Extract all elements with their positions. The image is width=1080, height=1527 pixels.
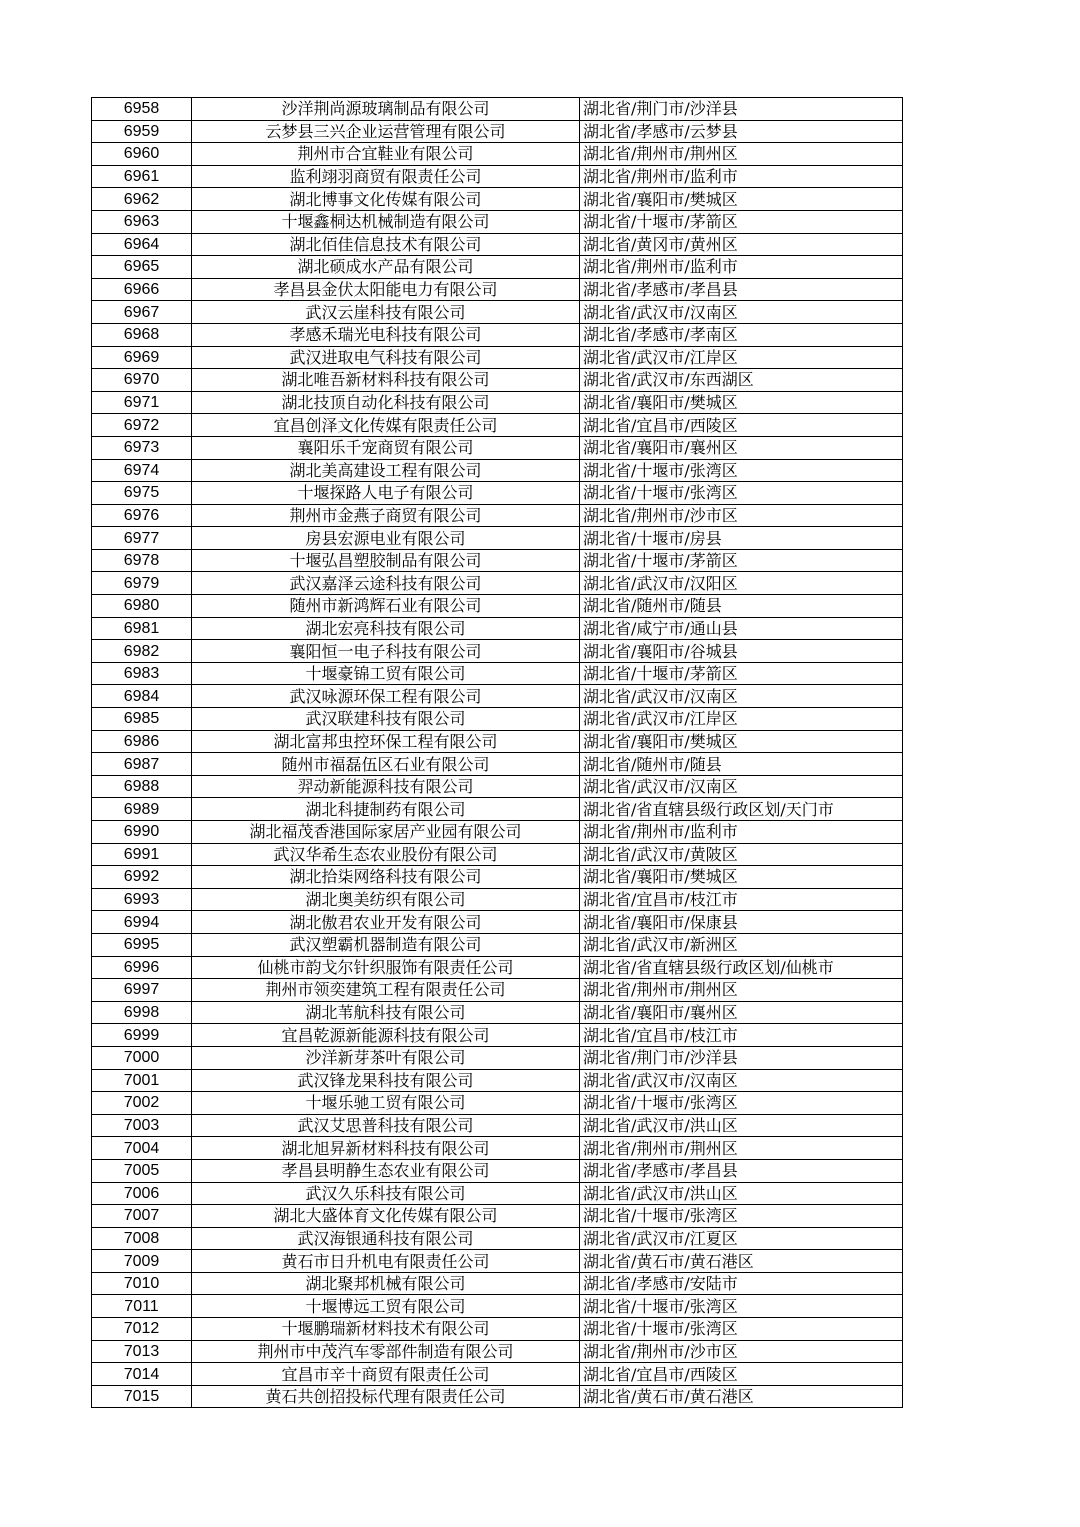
table-row <box>92 233 903 256</box>
table-row <box>92 143 903 166</box>
table-row <box>92 436 903 459</box>
company-name: 武汉华希生态农业股份有限公司 <box>192 843 580 866</box>
table-row <box>92 323 903 346</box>
table-row <box>92 369 903 392</box>
company-name: 仙桃市韵戈尔针织服饰有限责任公司 <box>192 956 580 979</box>
company-name: 湖北美高建设工程有限公司 <box>192 459 580 482</box>
company-region: 湖北省/襄阳市/樊城区 <box>580 866 903 889</box>
table-row <box>92 1114 903 1137</box>
company-region: 湖北省/黄冈市/黄州区 <box>580 233 903 256</box>
row-number: 7014 <box>92 1363 192 1386</box>
table-row <box>92 1024 903 1047</box>
table-row <box>92 1295 903 1318</box>
row-number: 6972 <box>92 414 192 437</box>
row-number: 7015 <box>92 1385 192 1408</box>
row-number: 6993 <box>92 888 192 911</box>
company-region: 湖北省/荆州市/荆州区 <box>580 143 903 166</box>
row-number: 6999 <box>92 1024 192 1047</box>
table-row <box>92 1340 903 1363</box>
table-row <box>92 1092 903 1115</box>
company-name: 武汉塑霸机器制造有限公司 <box>192 933 580 956</box>
table-row <box>92 1318 903 1341</box>
company-name: 荆州市金燕子商贸有限公司 <box>192 504 580 527</box>
company-name: 武汉艾思普科技有限公司 <box>192 1114 580 1137</box>
table-row <box>92 1137 903 1160</box>
company-region: 湖北省/荆州市/荆州区 <box>580 979 903 1002</box>
company-name: 随州市福磊伍区石业有限公司 <box>192 753 580 776</box>
company-name: 羿动新能源科技有限公司 <box>192 775 580 798</box>
company-name: 十堰鹏瑞新材料技术有限公司 <box>192 1318 580 1341</box>
company-name: 孝昌县明静生态农业有限公司 <box>192 1159 580 1182</box>
table-row <box>92 188 903 211</box>
company-name: 湖北福茂香港国际家居产业园有限公司 <box>192 821 580 844</box>
company-region: 湖北省/十堰市/房县 <box>580 527 903 550</box>
table-row <box>92 866 903 889</box>
company-region: 湖北省/咸宁市/通山县 <box>580 617 903 640</box>
company-name: 湖北傲君农业开发有限公司 <box>192 911 580 934</box>
row-number: 6994 <box>92 911 192 934</box>
row-number: 6986 <box>92 730 192 753</box>
company-region: 湖北省/十堰市/茅箭区 <box>580 210 903 233</box>
company-name: 宜昌创泽文化传媒有限责任公司 <box>192 414 580 437</box>
table-row <box>92 414 903 437</box>
company-name: 武汉锋龙果科技有限公司 <box>192 1069 580 1092</box>
row-number: 6959 <box>92 120 192 143</box>
row-number: 6976 <box>92 504 192 527</box>
company-name: 黄石市日升机电有限责任公司 <box>192 1250 580 1273</box>
table-row <box>92 210 903 233</box>
row-number: 6969 <box>92 346 192 369</box>
row-number: 6995 <box>92 933 192 956</box>
table-row <box>92 1069 903 1092</box>
company-region: 湖北省/武汉市/汉南区 <box>580 301 903 324</box>
row-number: 6996 <box>92 956 192 979</box>
company-region: 湖北省/宜昌市/枝江市 <box>580 888 903 911</box>
company-name: 湖北科捷制药有限公司 <box>192 798 580 821</box>
table-row <box>92 1385 903 1408</box>
company-name: 襄阳乐千宠商贸有限公司 <box>192 436 580 459</box>
row-number: 7007 <box>92 1205 192 1228</box>
row-number: 6978 <box>92 549 192 572</box>
table-row <box>92 956 903 979</box>
company-region: 湖北省/武汉市/新洲区 <box>580 933 903 956</box>
company-name: 湖北唯吾新材料科技有限公司 <box>192 369 580 392</box>
table-row <box>92 1250 903 1273</box>
row-number: 6992 <box>92 866 192 889</box>
company-region: 湖北省/武汉市/洪山区 <box>580 1182 903 1205</box>
company-name: 沙洋荆尚源玻璃制品有限公司 <box>192 98 580 121</box>
table-row <box>92 459 903 482</box>
row-number: 6990 <box>92 821 192 844</box>
company-region: 湖北省/武汉市/江岸区 <box>580 346 903 369</box>
row-number: 6981 <box>92 617 192 640</box>
company-region: 湖北省/襄阳市/樊城区 <box>580 730 903 753</box>
table-row <box>92 482 903 505</box>
company-region: 湖北省/荆州市/监利市 <box>580 165 903 188</box>
company-region: 湖北省/襄阳市/樊城区 <box>580 391 903 414</box>
row-number: 6991 <box>92 843 192 866</box>
company-region: 湖北省/武汉市/汉阳区 <box>580 572 903 595</box>
row-number: 6975 <box>92 482 192 505</box>
row-number: 7012 <box>92 1318 192 1341</box>
company-region: 湖北省/省直辖县级行政区划/仙桃市 <box>580 956 903 979</box>
row-number: 7002 <box>92 1092 192 1115</box>
row-number: 6962 <box>92 188 192 211</box>
company-name: 云梦县三兴企业运营管理有限公司 <box>192 120 580 143</box>
company-name: 襄阳恒一电子科技有限公司 <box>192 640 580 663</box>
company-name: 宜昌乾源新能源科技有限公司 <box>192 1024 580 1047</box>
row-number: 6973 <box>92 436 192 459</box>
company-region: 湖北省/孝感市/孝昌县 <box>580 278 903 301</box>
row-number: 6966 <box>92 278 192 301</box>
company-region: 湖北省/武汉市/洪山区 <box>580 1114 903 1137</box>
row-number: 6958 <box>92 98 192 121</box>
row-number: 6997 <box>92 979 192 1002</box>
table-row <box>92 1001 903 1024</box>
company-region: 湖北省/武汉市/汉南区 <box>580 1069 903 1092</box>
company-name: 十堰探路人电子有限公司 <box>192 482 580 505</box>
company-name: 武汉久乐科技有限公司 <box>192 1182 580 1205</box>
company-region: 湖北省/武汉市/江夏区 <box>580 1227 903 1250</box>
company-name: 湖北博事文化传媒有限公司 <box>192 188 580 211</box>
row-number: 7006 <box>92 1182 192 1205</box>
company-name: 武汉嘉泽云途科技有限公司 <box>192 572 580 595</box>
company-name: 湖北聚邦机械有限公司 <box>192 1272 580 1295</box>
company-name: 孝昌县金伏太阳能电力有限公司 <box>192 278 580 301</box>
row-number: 6967 <box>92 301 192 324</box>
table-row <box>92 527 903 550</box>
company-region: 湖北省/襄阳市/保康县 <box>580 911 903 934</box>
row-number: 6985 <box>92 708 192 731</box>
company-name: 湖北富邦虫控环保工程有限公司 <box>192 730 580 753</box>
row-number: 6964 <box>92 233 192 256</box>
table-row <box>92 933 903 956</box>
row-number: 6977 <box>92 527 192 550</box>
row-number: 6965 <box>92 256 192 279</box>
table-row <box>92 775 903 798</box>
row-number: 7011 <box>92 1295 192 1318</box>
row-number: 6963 <box>92 210 192 233</box>
company-name: 湖北硕成水产品有限公司 <box>192 256 580 279</box>
table-row <box>92 1182 903 1205</box>
company-name: 武汉进取电气科技有限公司 <box>192 346 580 369</box>
company-region: 湖北省/襄阳市/襄州区 <box>580 436 903 459</box>
company-region: 湖北省/十堰市/张湾区 <box>580 1318 903 1341</box>
table-row <box>92 346 903 369</box>
company-name: 宜昌市辛十商贸有限责任公司 <box>192 1363 580 1386</box>
company-name: 湖北苇航科技有限公司 <box>192 1001 580 1024</box>
company-name: 武汉海银通科技有限公司 <box>192 1227 580 1250</box>
company-region: 湖北省/十堰市/茅箭区 <box>580 662 903 685</box>
row-number: 6980 <box>92 595 192 618</box>
company-region: 湖北省/荆州市/沙市区 <box>580 504 903 527</box>
table-row <box>92 640 903 663</box>
company-region: 湖北省/荆门市/沙洋县 <box>580 1046 903 1069</box>
table-row <box>92 120 903 143</box>
company-region: 湖北省/武汉市/汉南区 <box>580 775 903 798</box>
table-row <box>92 911 903 934</box>
table-row <box>92 165 903 188</box>
company-region: 湖北省/孝感市/安陆市 <box>580 1272 903 1295</box>
company-name: 房县宏源电业有限公司 <box>192 527 580 550</box>
table-row <box>92 708 903 731</box>
row-number: 7009 <box>92 1250 192 1273</box>
company-region: 湖北省/荆州市/沙市区 <box>580 1340 903 1363</box>
row-number: 6998 <box>92 1001 192 1024</box>
company-name: 荆州市中茂汽车零部件制造有限公司 <box>192 1340 580 1363</box>
company-region: 湖北省/十堰市/张湾区 <box>580 1295 903 1318</box>
row-number: 7005 <box>92 1159 192 1182</box>
table-row <box>92 753 903 776</box>
company-name: 湖北拾柒网络科技有限公司 <box>192 866 580 889</box>
table-row <box>92 572 903 595</box>
row-number: 7003 <box>92 1114 192 1137</box>
row-number: 7001 <box>92 1069 192 1092</box>
row-number: 6970 <box>92 369 192 392</box>
company-name: 监利翊羽商贸有限责任公司 <box>192 165 580 188</box>
company-region: 湖北省/十堰市/茅箭区 <box>580 549 903 572</box>
company-region: 湖北省/荆门市/沙洋县 <box>580 98 903 121</box>
table-row <box>92 1227 903 1250</box>
table-row <box>92 979 903 1002</box>
company-name: 十堰博远工贸有限公司 <box>192 1295 580 1318</box>
table-row <box>92 843 903 866</box>
company-region: 湖北省/荆州市/荆州区 <box>580 1137 903 1160</box>
company-name: 武汉云崖科技有限公司 <box>192 301 580 324</box>
company-region: 湖北省/省直辖县级行政区划/天门市 <box>580 798 903 821</box>
table-row <box>92 98 903 121</box>
company-region: 湖北省/随州市/随县 <box>580 595 903 618</box>
row-number: 6989 <box>92 798 192 821</box>
table-row <box>92 821 903 844</box>
table-row <box>92 888 903 911</box>
company-name: 武汉联建科技有限公司 <box>192 708 580 731</box>
company-name: 十堰鑫桐达机械制造有限公司 <box>192 210 580 233</box>
company-region: 湖北省/十堰市/张湾区 <box>580 482 903 505</box>
company-name: 荆州市合宜鞋业有限公司 <box>192 143 580 166</box>
company-region: 湖北省/襄阳市/襄州区 <box>580 1001 903 1024</box>
row-number: 6974 <box>92 459 192 482</box>
company-region: 湖北省/襄阳市/樊城区 <box>580 188 903 211</box>
table-row <box>92 685 903 708</box>
company-name: 湖北大盛体育文化传媒有限公司 <box>192 1205 580 1228</box>
company-name: 十堰豪锦工贸有限公司 <box>192 662 580 685</box>
company-region: 湖北省/宜昌市/西陵区 <box>580 1363 903 1386</box>
company-region: 湖北省/武汉市/黄陂区 <box>580 843 903 866</box>
row-number: 6984 <box>92 685 192 708</box>
table-row <box>92 278 903 301</box>
row-number: 7010 <box>92 1272 192 1295</box>
company-region: 湖北省/孝感市/云梦县 <box>580 120 903 143</box>
company-region: 湖北省/随州市/随县 <box>580 753 903 776</box>
row-number: 7000 <box>92 1046 192 1069</box>
company-name: 随州市新鸿辉石业有限公司 <box>192 595 580 618</box>
company-name: 十堰乐驰工贸有限公司 <box>192 1092 580 1115</box>
table-row <box>92 798 903 821</box>
company-region: 湖北省/宜昌市/枝江市 <box>580 1024 903 1047</box>
company-region: 湖北省/武汉市/东西湖区 <box>580 369 903 392</box>
row-number: 6987 <box>92 753 192 776</box>
table-row <box>92 595 903 618</box>
company-name: 湖北旭昇新材料科技有限公司 <box>192 1137 580 1160</box>
row-number: 6982 <box>92 640 192 663</box>
table-row <box>92 549 903 572</box>
company-region: 湖北省/十堰市/张湾区 <box>580 459 903 482</box>
row-number: 6983 <box>92 662 192 685</box>
table-row <box>92 301 903 324</box>
company-name: 沙洋新芽茶叶有限公司 <box>192 1046 580 1069</box>
row-number: 6979 <box>92 572 192 595</box>
table-row <box>92 1046 903 1069</box>
row-number: 7004 <box>92 1137 192 1160</box>
table-row <box>92 662 903 685</box>
company-region: 湖北省/武汉市/江岸区 <box>580 708 903 731</box>
company-region: 湖北省/襄阳市/谷城县 <box>580 640 903 663</box>
table-row <box>92 256 903 279</box>
company-name: 黄石共创招投标代理有限责任公司 <box>192 1385 580 1408</box>
row-number: 6988 <box>92 775 192 798</box>
company-region: 湖北省/黄石市/黄石港区 <box>580 1385 903 1408</box>
table-row <box>92 617 903 640</box>
row-number: 7008 <box>92 1227 192 1250</box>
row-number: 6968 <box>92 323 192 346</box>
company-name: 湖北技顶自动化科技有限公司 <box>192 391 580 414</box>
company-region: 湖北省/黄石市/黄石港区 <box>580 1250 903 1273</box>
company-region: 湖北省/荆州市/监利市 <box>580 256 903 279</box>
company-name: 武汉咏源环保工程有限公司 <box>192 685 580 708</box>
table-row <box>92 1363 903 1386</box>
row-number: 7013 <box>92 1340 192 1363</box>
company-region: 湖北省/十堰市/张湾区 <box>580 1205 903 1228</box>
company-table <box>91 97 903 1408</box>
table-row <box>92 391 903 414</box>
company-region: 湖北省/宜昌市/西陵区 <box>580 414 903 437</box>
company-region: 湖北省/孝感市/孝南区 <box>580 323 903 346</box>
company-region: 湖北省/荆州市/监利市 <box>580 821 903 844</box>
company-region: 湖北省/十堰市/张湾区 <box>580 1092 903 1115</box>
row-number: 6961 <box>92 165 192 188</box>
table-row <box>92 1272 903 1295</box>
company-region: 湖北省/孝感市/孝昌县 <box>580 1159 903 1182</box>
table-row <box>92 1205 903 1228</box>
row-number: 6971 <box>92 391 192 414</box>
company-name: 荆州市领奕建筑工程有限责任公司 <box>192 979 580 1002</box>
company-name: 湖北佰佳信息技术有限公司 <box>192 233 580 256</box>
table-row <box>92 1159 903 1182</box>
row-number: 6960 <box>92 143 192 166</box>
table-row <box>92 504 903 527</box>
table-body <box>92 98 903 1408</box>
table-row <box>92 730 903 753</box>
company-region: 湖北省/武汉市/汉南区 <box>580 685 903 708</box>
company-name: 孝感禾瑞光电科技有限公司 <box>192 323 580 346</box>
company-name: 十堰弘昌塑胶制品有限公司 <box>192 549 580 572</box>
company-name: 湖北宏亮科技有限公司 <box>192 617 580 640</box>
company-name: 湖北奥美纺织有限公司 <box>192 888 580 911</box>
